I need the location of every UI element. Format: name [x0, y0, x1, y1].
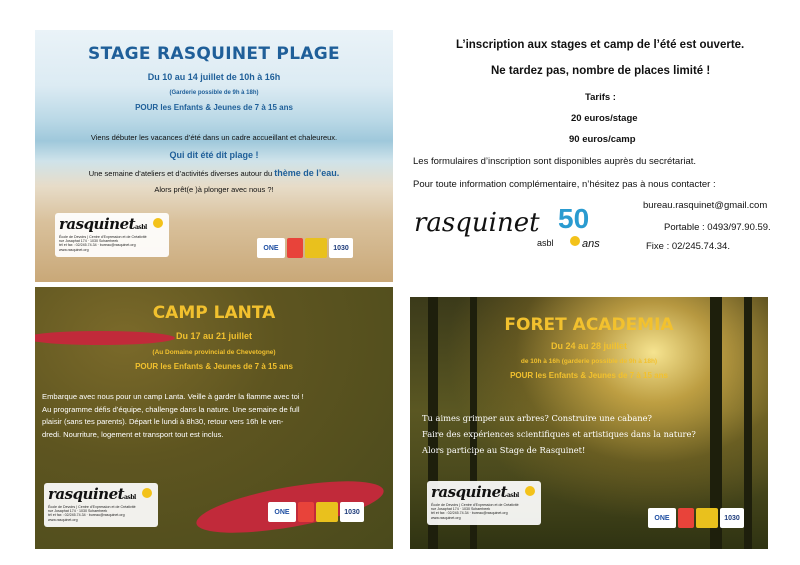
- wb-logo: [678, 508, 694, 528]
- plage-public: POUR les Enfants & Jeunes de 7 à 15 ans: [135, 103, 293, 112]
- wb-logo: [298, 502, 314, 522]
- contact-fixe: Fixe : 02/245.74.34.: [646, 241, 730, 252]
- foret-academia-panel: [410, 297, 768, 549]
- plage-plonger: Alors prêt(e )à plonger avec nous ?!: [154, 185, 274, 194]
- cocof-logo: [305, 238, 327, 258]
- camp-lanta-panel: [35, 287, 393, 549]
- info-headline-1: L’inscription aux stages et camp de l’été est ouverte.: [456, 39, 745, 51]
- wb-logo: [287, 238, 303, 258]
- info-contact: Pour toute information complémentaire, n’hésitez pas à nous contacter :: [413, 179, 716, 190]
- rasquinet-logo: rasquinetasbl École de Devoirs | Centre d’Expression et de Créativité rue Josaphat 174 · 1030 Schaerbeek tél et fax : 02/245.74.34 · bureau@rasquinet.org www.rasquinet.org: [55, 213, 169, 257]
- lanta-lieu: (Au Domaine provincial de Chevetogne): [152, 349, 276, 356]
- plage-dates: Du 10 au 14 juillet de 10h à 16h: [147, 72, 281, 82]
- lanta-public: POUR les Enfants & Jeunes de 7 à 15 ans: [135, 362, 293, 371]
- foret-title: FORET ACADEMIA: [504, 315, 674, 335]
- lanta-description: Embarque avec nous pour un camp Lanta. Veille à garder la flamme avec toi ! Au programme défis d’équipe, challenge dans la nature. Une semaine de full plaisir (sans tes parents). Départ le lundi à 8h30, retour vers 16h le ven- dredi. Nourriture, logement et transport tout est inclus.: [42, 392, 304, 439]
- tarif-camp: 90 euros/camp: [569, 134, 636, 145]
- foret-horaire: de 10h à 16h (garderie possible de 9h à 18h): [520, 358, 658, 365]
- chick-icon: [525, 486, 535, 496]
- one-logo: ONE: [648, 508, 676, 528]
- stage-plage-panel: [35, 30, 393, 282]
- lanta-dates: Du 17 au 21 juillet: [175, 331, 253, 341]
- plage-intro: Viens débuter les vacances d’été dans un cadre accueillant et chaleureux.: [90, 133, 338, 142]
- rasquinet-logo: rasquinetasbl École de Devoirs | Centre d’Expression et de Créativité rue Josaphat 174 · 1030 Schaerbeek tél et fax : 02/245.74.34 · bureau@rasquinet.org www.rasquinet.org: [427, 481, 541, 525]
- rasquinet-logo: rasquinetasbl École de Devoirs | Centre d’Expression et de Créativité rue Josaphat 174 · 1030 Schaerbeek tél et fax : 02/245.74.34 · bureau@rasquinet.org www.rasquinet.org: [44, 483, 158, 527]
- one-logo: ONE: [257, 238, 285, 258]
- foret-dates: Du 24 au 28 juillet: [550, 341, 628, 351]
- inscription-info: L’inscription aux stages et camp de l’été est ouverte. Ne tardez pas, nombre de places limité ! Tarifs : 20 euros/stage 90 euros/camp Les formulaires d’inscription sont disponibles auprès du secrétariat. Pour toute information complémentaire, n’hésitez pas à nous contacter : rasquinet asbl 50 ans bureau.rasquinet@gmail.com Portable : 0493/97.90.59. Fixe : 02/245.74.34.: [413, 39, 771, 252]
- plage-theme: thème de l’eau.: [274, 168, 340, 178]
- foret-description: Tu aimes grimper aux arbres? Construire une cabane? Faire des expériences scientifiques et artistiques dans la nature? Alors participe au Stage de Rasquinet!: [422, 413, 696, 455]
- contact-portable: Portable : 0493/97.90.59.: [664, 222, 771, 233]
- chick-icon: [570, 236, 580, 246]
- chick-icon: [153, 218, 163, 228]
- foret-public: POUR les Enfants & Jeunes de 7 à 15 ans: [510, 371, 668, 380]
- partner-logos: [268, 501, 364, 523]
- anniversary-50: 50: [558, 203, 590, 234]
- tarifs-label: Tarifs :: [585, 92, 616, 103]
- partner-logos: [257, 237, 353, 259]
- chick-icon: [142, 488, 152, 498]
- cocof-logo: [696, 508, 718, 528]
- one-logo: ONE: [268, 502, 296, 522]
- schaerbeek-logo: 1030: [340, 502, 364, 522]
- plage-atelier: Une semaine d’ateliers et d’activités diverses autour du thème de l’eau.: [88, 168, 340, 178]
- info-formulaires: Les formulaires d’inscription sont disponibles auprès du secrétariat.: [413, 156, 697, 167]
- plage-slogan: Qui dit été dit plage !: [169, 150, 259, 160]
- tarif-stage: 20 euros/stage: [571, 113, 638, 124]
- plage-garderie: (Garderie possible de 9h à 18h): [169, 90, 259, 96]
- schaerbeek-logo: 1030: [329, 238, 353, 258]
- partner-logos: [648, 507, 744, 529]
- info-headline-2: Ne tardez pas, nombre de places limité !: [491, 65, 711, 77]
- cocof-logo: [316, 502, 338, 522]
- lanta-title: CAMP LANTA: [152, 303, 276, 323]
- plage-title: STAGE RASQUINET PLAGE: [88, 44, 340, 64]
- contact-email[interactable]: bureau.rasquinet@gmail.com: [643, 200, 768, 211]
- rasquinet-50-logo: rasquinet: [414, 208, 540, 238]
- schaerbeek-logo: 1030: [720, 508, 744, 528]
